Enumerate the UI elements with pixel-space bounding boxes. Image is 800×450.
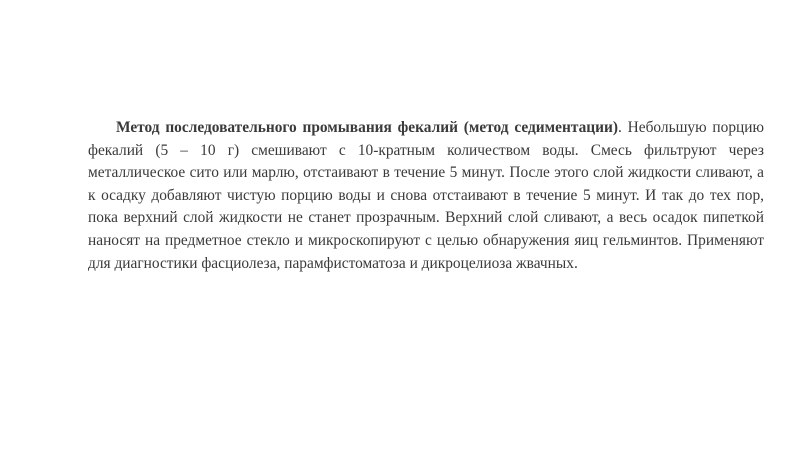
method-heading: Метод последовательного промывания фекалий (метод седиментации) xyxy=(116,119,618,136)
method-paragraph xyxy=(88,117,764,275)
method-description: . Небольшую порцию фекалий (5 – 10 г) смешивают с 10-кратным количеством воды. Смесь фильтруют через металлическое сито или марлю, отстаивают в течение 5 минут. После этого слой жидкости сливают, а к осадку добавляют чистую порцию воды и снова отстаивают в течение 5 минут. И так до тех пор, пока верхний слой жидкости не станет прозрачным. Верхний слой сливают, а весь осадок пипеткой наносят на предметное стекло и микроскопируют с целью обнаружения яиц гельминтов. Применяют для диагностики фасциолеза, парамфистоматоза и дикроцелиоза жвачных. xyxy=(88,119,764,272)
